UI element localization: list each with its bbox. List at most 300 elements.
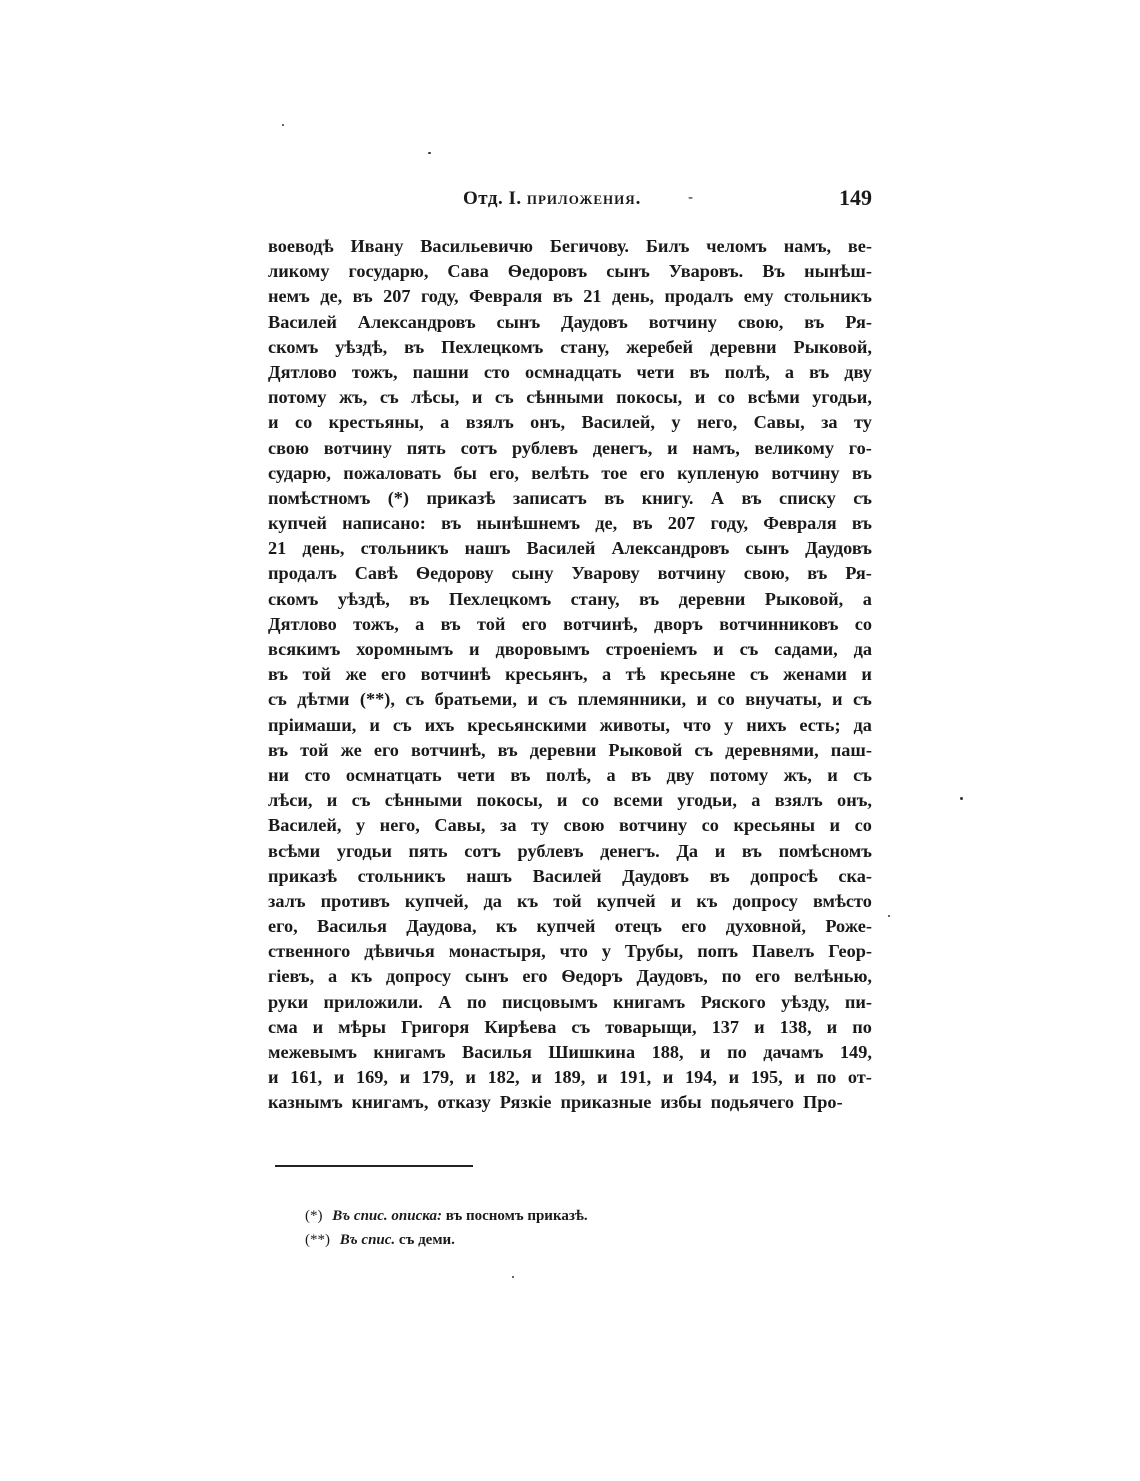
text-word: отказу	[437, 1092, 491, 1113]
text-word: а	[327, 966, 338, 987]
text-word: кресьяне	[660, 664, 736, 685]
text-line	[268, 337, 872, 362]
text-word: всѣми	[268, 840, 321, 861]
text-word: со	[854, 613, 872, 634]
text-word: Ряского	[700, 991, 766, 1012]
text-word: сто	[304, 764, 331, 785]
text-word: животы,	[599, 714, 670, 735]
text-word: деревни	[678, 588, 746, 609]
text-word: Василей	[526, 538, 596, 559]
text-word: вотчинниковъ	[719, 613, 839, 634]
text-line	[268, 538, 872, 563]
text-word: Ѳедорову	[415, 563, 494, 584]
text-word: Февраля	[468, 286, 543, 307]
text-word: жъ,	[339, 387, 368, 408]
text-word: а	[602, 664, 612, 685]
text-word: 189,	[553, 1067, 586, 1088]
text-word: отецъ	[614, 916, 662, 937]
text-word: а	[751, 790, 761, 811]
text-word: къ	[696, 890, 718, 911]
text-word: нынѣшнемъ	[476, 513, 580, 534]
text-word: съ	[405, 689, 425, 710]
text-word: и	[312, 1016, 324, 1037]
text-word: свою	[563, 815, 605, 836]
text-word: въ	[510, 764, 531, 785]
text-line	[268, 1017, 872, 1042]
text-word: и	[556, 790, 568, 811]
text-word: день,	[611, 286, 655, 307]
text-word: съ	[392, 714, 412, 735]
text-word: го-	[848, 437, 872, 458]
text-word: намъ,	[783, 236, 832, 256]
text-word: его	[381, 664, 407, 685]
text-word: и	[694, 387, 706, 408]
text-word: книгамъ	[613, 991, 686, 1012]
text-word: Ѳедоръ	[561, 966, 623, 987]
text-line	[268, 790, 872, 815]
text-word: сотъ	[460, 437, 498, 458]
text-line	[268, 966, 872, 991]
text-word: Василей,	[581, 412, 655, 433]
text-word: казнымъ	[268, 1092, 343, 1113]
text-word: книгамъ	[373, 1042, 446, 1062]
text-word: жъ,	[783, 764, 812, 785]
text-word: покосы,	[476, 790, 543, 811]
text-word: кресьяны	[733, 815, 815, 836]
print-speck	[512, 1276, 514, 1278]
page-number: 149	[839, 185, 872, 210]
text-word: и	[527, 689, 538, 710]
text-word: всякимъ	[268, 639, 341, 659]
text-word: со	[854, 815, 872, 836]
text-line	[268, 689, 872, 714]
text-word: полѣ,	[724, 361, 770, 382]
text-line	[268, 563, 872, 588]
print-speck	[428, 152, 431, 154]
text-word: великому	[754, 437, 835, 458]
print-speck	[960, 797, 963, 800]
text-word: Савы,	[434, 815, 486, 836]
text-word: купленую	[677, 462, 760, 483]
text-word: купчей	[596, 890, 656, 911]
text-word: и	[794, 1067, 805, 1088]
text-word: кресьянскими	[467, 714, 587, 735]
text-word: сударю,	[268, 462, 331, 483]
text-word: (**),	[359, 689, 395, 710]
text-word: а	[415, 613, 425, 634]
text-word: пашни	[412, 361, 469, 382]
text-word: государю,	[348, 261, 429, 282]
text-word: вотчину	[618, 815, 688, 836]
text-word: него,	[379, 815, 420, 836]
text-word: и	[662, 1067, 674, 1088]
text-word: съ	[694, 739, 714, 760]
text-word: въ	[552, 286, 573, 307]
print-speck	[888, 915, 890, 917]
text-word: у	[671, 412, 681, 433]
text-word: а	[440, 412, 450, 433]
text-word: деревни	[529, 739, 597, 760]
text-word: Василей,	[268, 815, 342, 836]
text-word: въ	[807, 563, 828, 584]
text-word: Сава	[447, 261, 489, 282]
text-word: избы	[660, 1092, 702, 1113]
text-word: въ	[268, 739, 289, 760]
text-word: и	[827, 764, 838, 785]
text-word: 137	[711, 1016, 740, 1037]
text-word: за	[821, 412, 838, 433]
text-word: нашъ	[464, 538, 511, 559]
text-word: Февраля	[763, 513, 837, 534]
text-word: день,	[302, 538, 345, 559]
text-word: сѣнными	[526, 387, 604, 408]
text-word: и	[399, 1067, 411, 1088]
text-word: нынѣш-	[804, 261, 872, 282]
text-word: (*)	[387, 487, 410, 508]
text-word: по	[816, 1067, 837, 1088]
text-word: въ	[352, 286, 373, 307]
text-line	[268, 866, 872, 891]
text-word: ему	[743, 286, 774, 307]
text-word: Даудова,	[406, 916, 477, 937]
text-word: тожъ,	[353, 613, 399, 634]
header-separator: -	[688, 188, 694, 206]
text-word: дворовымъ	[495, 639, 590, 659]
text-word: купчей	[268, 513, 327, 534]
text-word: деревни	[710, 336, 777, 357]
text-word: руки	[268, 991, 309, 1012]
footnotes	[305, 1208, 588, 1256]
text-line	[268, 236, 872, 261]
text-word: рублевъ	[517, 840, 584, 861]
text-word: въ	[409, 588, 430, 609]
text-line	[268, 312, 872, 337]
text-word: вмѣсто	[812, 890, 872, 911]
text-word: со	[581, 790, 600, 811]
text-word: его	[522, 966, 548, 987]
text-word: ве-	[847, 236, 872, 256]
text-word: Въ	[762, 261, 786, 282]
running-header	[268, 185, 872, 218]
text-word: попъ	[697, 941, 739, 962]
text-word: со	[294, 412, 313, 433]
text-word: въ	[689, 361, 710, 382]
text-word: 207	[667, 513, 696, 534]
text-word: Даудовъ	[805, 538, 872, 559]
text-word: угодьи	[336, 840, 392, 861]
text-word: Ивану	[350, 236, 404, 256]
text-word: чети	[457, 764, 495, 785]
text-word: той	[553, 890, 582, 911]
text-word: челомъ	[706, 236, 767, 256]
text-word: стольникъ	[360, 538, 449, 559]
text-word: со	[701, 815, 719, 836]
text-word: по	[852, 1016, 872, 1037]
text-word: помѣсномъ	[778, 840, 872, 861]
text-word: межевымъ	[268, 1042, 357, 1062]
text-word: 138,	[779, 1016, 812, 1037]
text-word: по	[727, 1042, 747, 1062]
text-word: допросѣ	[750, 865, 818, 886]
text-word: кресьянъ,	[505, 664, 588, 685]
text-word: Про-	[803, 1092, 843, 1113]
text-word: Дятлово	[268, 613, 337, 634]
text-word: стану,	[570, 588, 620, 609]
footnote-1	[305, 1208, 588, 1232]
text-word: и	[667, 437, 678, 458]
text-word: сынъ	[464, 966, 509, 987]
text-word: его,	[268, 916, 298, 937]
text-word: дворъ	[653, 613, 703, 634]
text-word: писцовымъ	[501, 991, 598, 1012]
text-word: и	[471, 387, 483, 408]
text-word: Пехлецкомъ	[448, 588, 552, 609]
text-word: тое	[601, 462, 628, 483]
footnote-label: Въ спис.	[339, 1232, 396, 1248]
text-word: съ	[268, 689, 287, 710]
text-word: ни	[268, 764, 290, 785]
text-word: вотчину	[771, 462, 840, 483]
text-word: Пехлецкомъ	[441, 336, 544, 357]
text-word: Григоря	[401, 1016, 470, 1037]
running-title-section: Отд. I.	[463, 188, 522, 209]
text-word: книгу.	[641, 487, 694, 508]
text-line	[268, 941, 872, 966]
text-word: его	[755, 966, 781, 987]
text-word: да	[853, 639, 872, 659]
text-word: лѣсы,	[411, 387, 460, 408]
text-word: скомъ	[268, 588, 319, 609]
text-word: онъ,	[837, 790, 872, 811]
text-word: съ	[548, 689, 568, 710]
text-word: и	[728, 1067, 740, 1088]
text-word: къ	[495, 916, 518, 937]
text-word: ска-	[838, 865, 872, 886]
text-word: въ	[851, 513, 872, 534]
text-word: его,	[489, 462, 519, 483]
text-word: Александровъ	[611, 538, 730, 559]
text-word: и	[861, 664, 872, 685]
text-word: товарыщи,	[605, 1016, 697, 1037]
text-word: же	[345, 664, 367, 685]
text-word: есть;	[799, 714, 841, 735]
text-word: Геор-	[828, 941, 872, 962]
text-word: съ	[351, 790, 371, 811]
text-word: Уваровъ.	[668, 261, 744, 282]
text-word: что	[559, 941, 588, 962]
text-line	[268, 815, 872, 840]
text-word: Василей	[532, 865, 602, 886]
text-word: съ	[571, 1016, 591, 1037]
text-word: и	[713, 639, 724, 659]
text-word: свою	[268, 437, 309, 458]
text-word: взялъ	[465, 412, 514, 433]
text-word: и	[826, 1016, 838, 1037]
text-word: Рыковой,	[764, 588, 844, 609]
text-word: и	[531, 1067, 542, 1088]
footnote-text: въ посномъ приказѣ.	[445, 1208, 588, 1224]
text-word: по	[721, 966, 742, 987]
text-word: нихъ	[746, 714, 787, 735]
text-line	[268, 438, 872, 463]
text-word: ту	[854, 412, 872, 433]
text-word: осмнадцать	[524, 361, 622, 382]
text-word: пять	[406, 437, 446, 458]
text-word: 179,	[421, 1067, 454, 1088]
text-line	[268, 387, 872, 412]
text-word: году,	[420, 286, 459, 307]
text-word: Трубы,	[624, 941, 684, 962]
text-word: и	[714, 840, 726, 861]
text-word: Ря-	[845, 311, 872, 332]
text-word: записатъ	[512, 487, 587, 508]
text-word: стану,	[560, 336, 610, 357]
text-word: Дятлово	[268, 361, 337, 382]
text-word: дѣвичья	[364, 941, 435, 962]
text-word: уѣздѣ,	[337, 588, 390, 609]
text-line	[268, 992, 872, 1017]
footnote-2	[305, 1232, 588, 1256]
text-word: той	[302, 664, 331, 685]
text-word: у	[601, 941, 611, 962]
text-word: продалъ	[664, 286, 734, 307]
text-word: ихъ	[424, 714, 455, 735]
text-word: 21	[268, 538, 287, 559]
text-word: дачамъ	[763, 1042, 824, 1062]
text-word: него,	[696, 412, 738, 433]
text-word: ственного	[268, 941, 351, 962]
text-word: онъ,	[530, 412, 566, 433]
text-word: 188,	[651, 1042, 684, 1062]
text-word: воеводѣ	[268, 236, 334, 256]
text-word: ту	[531, 815, 549, 836]
text-word: 149,	[839, 1042, 872, 1062]
text-word: въ	[632, 513, 653, 534]
text-word: въ	[631, 764, 652, 785]
text-word: въ	[604, 487, 625, 508]
text-word: намъ,	[692, 437, 740, 458]
text-word: лѣси,	[268, 790, 313, 811]
text-line	[268, 765, 872, 790]
text-word: угодьи,	[812, 387, 872, 408]
text-word: велѣнью,	[794, 966, 872, 987]
text-word: по	[466, 991, 487, 1012]
text-word: стольникъ	[357, 865, 446, 886]
text-word: сто	[483, 361, 510, 382]
text-word: допросу	[732, 890, 798, 911]
text-word: въ	[851, 462, 872, 483]
text-word: а	[784, 361, 795, 382]
text-line	[268, 916, 872, 941]
text-word: и	[333, 1067, 345, 1088]
text-word: съ	[379, 387, 399, 408]
text-word: продалъ	[268, 563, 337, 584]
text-word: 182,	[487, 1067, 520, 1088]
text-word: тѣ	[625, 664, 646, 685]
text-word: и	[832, 689, 843, 710]
text-word: уѣзду,	[781, 991, 830, 1012]
text-line	[268, 715, 872, 740]
text-word: Ря-	[845, 563, 872, 584]
text-word: полѣ,	[545, 764, 592, 785]
text-word: Рыковой	[608, 739, 683, 760]
text-word: въ	[709, 865, 730, 886]
text-word: его	[521, 613, 547, 634]
text-word: подьячего	[710, 1092, 795, 1113]
text-word: той	[300, 739, 329, 760]
text-word: уѣздѣ,	[335, 336, 388, 357]
text-word: къ	[516, 890, 539, 911]
text-word: да	[483, 890, 502, 911]
text-word: деревнями,	[725, 739, 819, 760]
text-word: ликому	[268, 261, 330, 282]
text-word: Роже-	[825, 916, 872, 937]
footnote-label: Въ спис. описка:	[332, 1208, 442, 1224]
text-word: вотчину	[648, 311, 717, 332]
text-word: у	[356, 815, 366, 836]
text-word: и	[829, 815, 841, 836]
text-line	[268, 286, 872, 311]
text-word: и	[268, 1067, 279, 1088]
text-word: вотчину	[323, 437, 392, 458]
text-line	[268, 1042, 872, 1067]
text-word: книгамъ,	[351, 1092, 429, 1113]
text-word: сынъ	[745, 538, 790, 559]
text-word: от-	[847, 1067, 872, 1088]
text-word: внучаты,	[745, 689, 822, 710]
footnote-mark: (**)	[305, 1232, 330, 1248]
text-word: строеніемъ	[605, 639, 698, 659]
text-word: 169,	[355, 1067, 388, 1088]
footnote-text: съ деми.	[398, 1232, 455, 1248]
text-word: сма	[268, 1016, 298, 1037]
text-word: денегъ,	[592, 437, 653, 458]
text-word: въ	[804, 311, 825, 332]
text-word: у	[724, 714, 734, 735]
text-word: потому	[268, 387, 327, 408]
text-word: Уварову	[571, 563, 640, 584]
text-word: угодьи,	[677, 790, 737, 811]
text-word: въ	[440, 613, 461, 634]
text-line	[268, 589, 872, 614]
text-word: пи-	[844, 991, 872, 1012]
text-line	[268, 1067, 872, 1092]
text-word: съ	[749, 664, 769, 685]
footnote-mark: (*)	[305, 1208, 323, 1224]
text-word: и	[469, 639, 480, 659]
text-word: взялъ	[774, 790, 823, 811]
text-word: и	[700, 1042, 711, 1062]
text-word: Даудовъ	[561, 311, 628, 332]
text-word: жеребей	[626, 336, 694, 357]
text-word: и	[696, 689, 708, 710]
text-word: Бегичову.	[549, 236, 629, 256]
text-word: сотъ	[464, 840, 501, 861]
text-word: свою,	[743, 563, 790, 584]
text-line	[268, 513, 872, 538]
text-word: Рыковой,	[793, 336, 872, 357]
text-word: вотчинѣ,	[411, 739, 486, 760]
text-word: написано:	[342, 513, 426, 534]
text-word: что	[682, 714, 712, 735]
text-word: Савѣ	[354, 563, 398, 584]
running-title-name: приложения.	[526, 188, 642, 209]
print-speck	[282, 124, 284, 126]
text-word: купчей	[536, 916, 596, 937]
text-word: Васильевичю	[420, 236, 533, 256]
running-title	[463, 188, 641, 210]
text-word: 21	[583, 286, 602, 307]
